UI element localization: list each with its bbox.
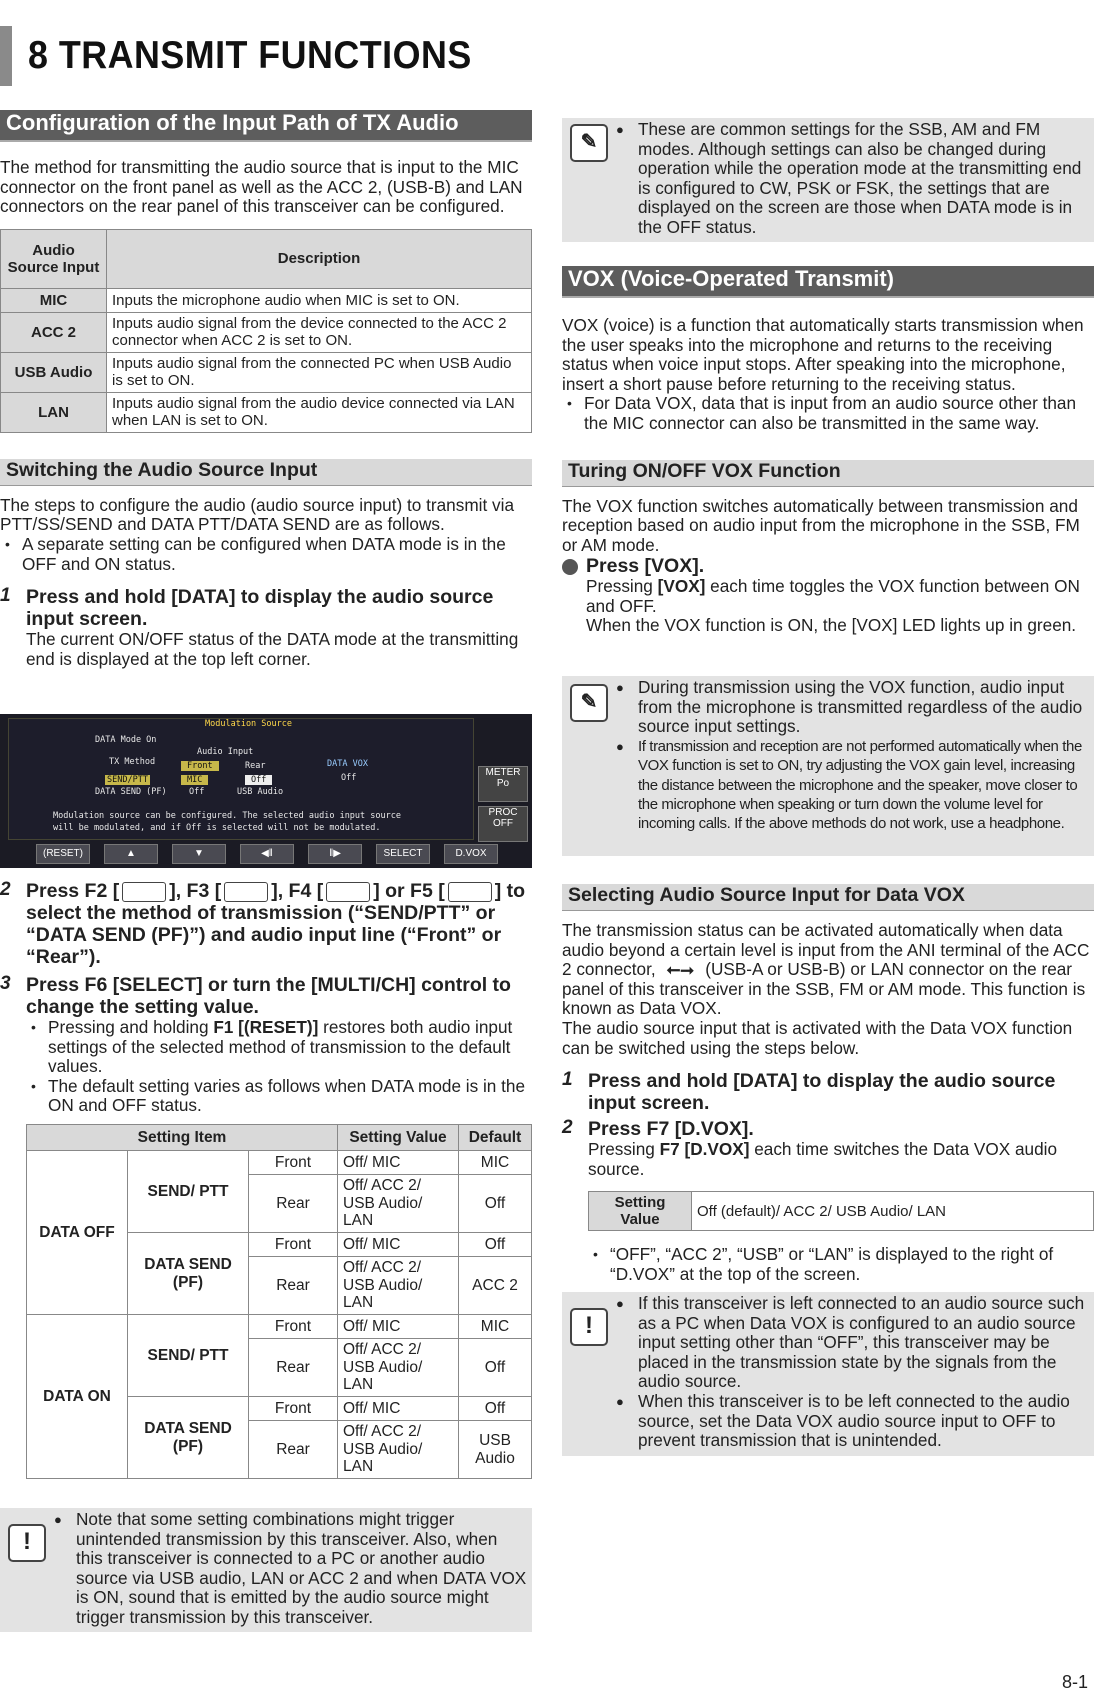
left-bar-icon [326, 882, 370, 902]
value-cell: Off/ MIC [338, 1151, 459, 1175]
selecting-para [562, 921, 1094, 1019]
default-cell: MIC [459, 1151, 532, 1175]
step-number: 2 [562, 1117, 573, 1139]
value-cell: Off/ ACC 2/ USB Audio/ LAN [338, 1339, 459, 1397]
proc-value: OFF [493, 818, 513, 829]
screen-r2-b: Off [189, 787, 205, 797]
note-item: ● If transmission and reception are not performed automatically when the VOX function is set to ON, try adjusting the VOX gain level, increasing the distance between the microphone and the speaker, move closer to the microphone when speaking or turn down the volume level for incoming calls. If the above methods do not work, use a headphone. [616, 737, 1090, 834]
usb-icon: ⭠⭢ [666, 959, 695, 980]
note-item: ● If this transceiver is left connected to an audio source such as a PC when Data VOX is configured to an audio source input setting other than “OFF”, this transceiver may be placed in the transmission state by the signals from the audio source. [616, 1294, 1090, 1392]
table-header: Setting Item [27, 1125, 338, 1151]
f6-select-key[interactable]: SELECT [376, 844, 430, 864]
config-intro: The method for transmitting the audio source that is input to the MIC connector on the front panel as well as the ACC 2, (USB-B) and LAN connectors on the rear panel of this transceiver can be configured. [0, 157, 523, 217]
para-text: The transmission status can be activated automatically when data audio beyond a certain level is input from the ANI terminal of the ACC 2 connector, [562, 920, 1090, 980]
screen-msg-2: will be modulated, and if Off is selected will not be modulated. [53, 823, 381, 833]
caution-note [562, 1292, 1094, 1456]
step-number: 3 [0, 973, 11, 994]
step-2 [0, 880, 532, 968]
screen-audio: Audio Input [197, 747, 254, 757]
audio-input-screen [0, 714, 532, 868]
up-triangle-icon [122, 882, 166, 902]
f4-left-key[interactable]: ◀‖ [240, 844, 294, 864]
note-body [616, 678, 1090, 834]
screen-dvox: DATA VOX [327, 759, 368, 769]
step-heading: Press [VOX]. [586, 555, 705, 578]
right-bar-icon [448, 882, 492, 902]
dvox-step-1 [562, 1070, 1094, 1114]
table-cell: Inputs audio signal from the device connected to the ACC 2 connector when ACC 2 is set to ON. [107, 312, 532, 352]
proc-softkey[interactable] [478, 806, 528, 842]
body-text: Pressing [588, 1139, 660, 1160]
step-heading: Press and hold [DATA] to display the audio source input screen. [26, 586, 494, 631]
step-number: 1 [562, 1069, 573, 1091]
table-cell: Inputs audio signal from the audio device connected via LAN when LAN is set to ON. [107, 392, 532, 432]
body-bold: [VOX] [657, 575, 706, 596]
table-cell: ACC 2 [1, 312, 107, 352]
screen-front: Front [181, 761, 219, 771]
value-cell: Off/ MIC [338, 1315, 459, 1339]
screen-msg-1: Modulation source can be configured. The selected audio input source [53, 811, 401, 821]
method-cell: DATA SEND (PF) [128, 1233, 249, 1315]
step-body: The current ON/OFF status of the DATA mode at the transmitting end is displayed at the top left corner. [26, 629, 519, 669]
default-cell: Off [459, 1233, 532, 1257]
line-cell: Rear [249, 1257, 338, 1315]
page-title: 8 TRANSMIT FUNCTIONS [28, 34, 472, 77]
down-triangle-icon [224, 882, 268, 902]
default-cell: Off [459, 1175, 532, 1233]
bullet-text: restores both audio input settings of the selected method of transmission to the default values. [48, 1017, 513, 1077]
table-header: Setting Value [338, 1125, 459, 1151]
table-cell: Off (default)/ ACC 2/ USB Audio/ LAN [692, 1192, 1094, 1231]
line-cell: Front [249, 1151, 338, 1175]
meter-value: Po [496, 778, 510, 789]
right-column [562, 266, 1094, 636]
value-cell: Off/ ACC 2/ USB Audio/ LAN [338, 1257, 459, 1315]
step-number: 2 [0, 879, 11, 900]
vox-bullet: • For Data VOX, data that is input from an audio source other than the MIC connector can also be transmitted in the same way. [562, 394, 1094, 433]
caution-icon: ! [8, 1524, 46, 1562]
default-cell: USB Audio [459, 1421, 532, 1479]
para-text: (USB-A or USB-B) or LAN connector on the rear panel of this transceiver in the SSB, FM or AM mode. This function is known as Data VOX. [562, 959, 1086, 1019]
group-cell: DATA OFF [27, 1151, 128, 1315]
left-column-lower [0, 880, 532, 1116]
line-cell: Rear [249, 1421, 338, 1479]
selecting-para: The audio source input that is activated with the Data VOX function can be switched using the steps below. [562, 1017, 1073, 1058]
table-header: Audio Source Input [1, 229, 107, 288]
screen-r1-a: SEND/PTT [107, 775, 148, 785]
screen-tx: TX Method [109, 757, 156, 767]
info-note [562, 118, 1094, 242]
f7-dvox-key[interactable]: D.VOX [444, 844, 498, 864]
body-text: each time toggles the VOX function between ON and OFF. [586, 575, 1080, 616]
step-heading: Press F6 [SELECT] or turn the [MULTI/CH] control to change the setting value. [26, 974, 511, 1018]
f1-reset-key[interactable]: (RESET) [36, 844, 90, 864]
screen-r2-a: DATA SEND (PF) [95, 787, 167, 797]
pencil-icon: ✎ [570, 684, 608, 722]
header-bar [0, 26, 12, 86]
f3-down-key[interactable]: ▼ [172, 844, 226, 864]
table-cell: USB Audio [1, 352, 107, 392]
dvox-setting-table [588, 1191, 1094, 1231]
proc-label: PROC [488, 807, 518, 818]
table-cell: Inputs audio signal from the connected PC when USB Audio is set to ON. [107, 352, 532, 392]
table-header: Default [459, 1125, 532, 1151]
body-text: each time switches the Data VOX audio source. [588, 1139, 1058, 1179]
vox-step [562, 557, 1094, 635]
default-cell: MIC [459, 1315, 532, 1339]
step-dot-icon [562, 559, 578, 575]
meter-label: METER [485, 767, 521, 778]
note-item: ● Note that some setting combinations might trigger unintended transmission by this transceiver. Also, when this transceiver is connected to a PC or another audio source via USB audio, LAN or ACC 2 and when DATA VOX is ON, sound that is emitted by the audio source might trigger transmission by this transceiver. [54, 1510, 528, 1628]
table-cell: LAN [1, 392, 107, 432]
caution-note [0, 1508, 532, 1632]
table-cell: Setting Value [589, 1192, 692, 1231]
value-cell: Off/ MIC [338, 1233, 459, 1257]
screen-r2-c: USB Audio [237, 787, 284, 797]
caution-icon: ! [570, 1308, 608, 1346]
note-body [616, 120, 1090, 238]
screen-display [8, 718, 474, 840]
screen-r1-b: MIC [181, 775, 208, 785]
line-cell: Front [249, 1233, 338, 1257]
step-number: 1 [0, 585, 11, 607]
vox-intro: VOX (voice) is a function that automatically starts transmission when the user speaks into the microphone and returns to the receiving status when voice input stops. After speaking into the microphone, insert a short pause before returning to the receiving status. [562, 315, 1084, 394]
step-3 [0, 974, 532, 1116]
value-cell: Off/ ACC 2/ USB Audio/ LAN [338, 1421, 459, 1479]
f2-up-key[interactable]: ▲ [104, 844, 158, 864]
section-heading: Configuration of the Input Path of TX Audio [0, 110, 532, 142]
dvox-bullet: • “OFF”, “ACC 2”, “USB” or “LAN” is displayed to the right of “D.VOX” at the top of the screen. [588, 1245, 1094, 1284]
section-heading: Turing ON/OFF VOX Function [562, 460, 1094, 487]
step2-text: ] or F5 [ [373, 880, 445, 902]
bullet-bold: F1 [(RESET)] [213, 1017, 319, 1037]
left-column [0, 110, 532, 669]
step3-bullet: • The default setting varies as follows when DATA mode is in the ON and OFF status. [26, 1077, 532, 1116]
body-bold: F7 [D.VOX] [659, 1139, 750, 1160]
screen-r1-c: Off [245, 775, 272, 785]
default-settings-table [26, 1124, 532, 1479]
screen-title: Modulation Source [205, 719, 292, 729]
line-cell: Rear [249, 1175, 338, 1233]
bullet-text: Pressing and holding [48, 1017, 214, 1037]
note-body [616, 1294, 1090, 1451]
step2-text: ], F4 [ [271, 880, 324, 902]
turning-intro: The VOX function switches automatically between transmission and reception based on audio input from the microphone in the SSB, FM or AM mode. [562, 495, 1080, 555]
body-text: Pressing [586, 575, 658, 596]
default-cell: Off [459, 1339, 532, 1397]
switching-intro: The steps to configure the audio (audio source input) to transmit via PTT/SS/SEND and DATA PTT/DATA SEND are as follows. [0, 494, 514, 535]
page-header [0, 10, 1094, 76]
value-cell: Off/ MIC [338, 1397, 459, 1421]
method-cell: DATA SEND (PF) [128, 1397, 249, 1479]
step3-bullet [26, 1018, 532, 1077]
step-heading: Press and hold [DATA] to display the audio source input screen. [588, 1070, 1056, 1115]
f5-right-key[interactable]: ‖▶ [308, 844, 362, 864]
default-cell: Off [459, 1397, 532, 1421]
step-1 [0, 586, 532, 669]
screen-rear: Rear [245, 761, 266, 771]
pencil-icon: ✎ [570, 124, 608, 162]
page-number: 8-1 [1062, 1672, 1089, 1692]
table-cell: MIC [1, 288, 107, 312]
value-cell: Off/ ACC 2/ USB Audio/ LAN [338, 1175, 459, 1233]
note-item: ● When this transceiver is to be left connected to the audio source, set the Data VOX audio source input to OFF to prevent transmission that is unintended. [616, 1392, 1090, 1451]
info-note [562, 676, 1094, 856]
note-body [54, 1510, 528, 1628]
screen-dvox-val: Off [341, 773, 357, 783]
dvox-step-2 [562, 1118, 1094, 1179]
step-heading: Press F7 [D.VOX]. [588, 1118, 754, 1141]
meter-softkey[interactable] [478, 766, 528, 802]
method-cell: SEND/ PTT [128, 1315, 249, 1397]
method-cell: SEND/ PTT [128, 1151, 249, 1233]
section-heading: VOX (Voice-Operated Transmit) [562, 266, 1094, 298]
right-column-lower [562, 884, 1094, 1285]
line-cell: Front [249, 1397, 338, 1421]
step-body: When the VOX function is ON, the [VOX] LED lights up in green. [586, 615, 1077, 636]
audio-source-table [0, 229, 532, 433]
screen-mode: DATA Mode On [95, 735, 157, 745]
table-header: Description [107, 229, 532, 288]
section-heading: Switching the Audio Source Input [0, 459, 532, 486]
section-heading: Selecting Audio Source Input for Data VOX [562, 884, 1094, 911]
step-body [586, 577, 1094, 616]
step2-text: ], F3 [ [169, 880, 222, 902]
step-heading [26, 880, 532, 968]
table-cell: Inputs the microphone audio when MIC is set to ON. [107, 288, 532, 312]
line-cell: Front [249, 1315, 338, 1339]
line-cell: Rear [249, 1339, 338, 1397]
step2-text: Press F2 [ [26, 880, 120, 902]
group-cell: DATA ON [27, 1315, 128, 1479]
step2-text: ] to select the method of transmission (“SEND/PTT” or “DATA SEND (PF)”) and audio input line (“Front” or “Rear”). [26, 880, 526, 968]
step-body [588, 1140, 1094, 1179]
switching-bullet: • A separate setting can be configured when DATA mode is in the OFF and ON status. [0, 535, 532, 574]
default-cell: ACC 2 [459, 1257, 532, 1315]
note-item: ● These are common settings for the SSB, AM and FM modes. Although settings can also be changed during operation while the operation mode at the transmitting end is configured to CW, PSK or FSK, the settings that are displayed on the screen are those when DATA mode is in the OFF status. [616, 120, 1090, 238]
note-item: ● During transmission using the VOX function, audio input from the microphone is transmitted regardless of the audio source input settings. [616, 678, 1090, 737]
